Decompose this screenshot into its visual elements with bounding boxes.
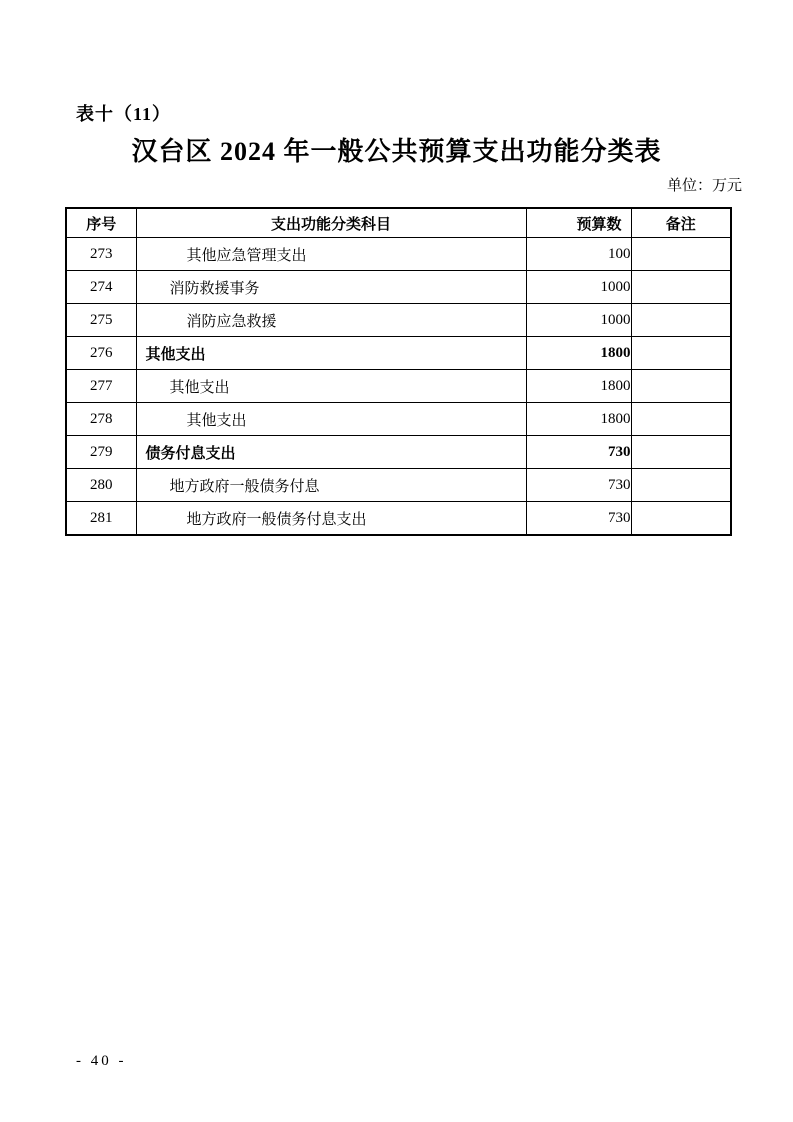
row-subject: 其他支出 [136, 370, 526, 403]
table-row [66, 238, 731, 271]
row-remark [631, 271, 731, 304]
row-seq: 276 [66, 337, 136, 370]
row-remark [631, 403, 731, 436]
row-subject: 其他应急管理支出 [136, 238, 526, 271]
row-remark [631, 469, 731, 502]
table-row [66, 271, 731, 304]
row-seq: 279 [66, 436, 136, 469]
row-seq: 277 [66, 370, 136, 403]
unit-note: 单位：万元 [666, 178, 742, 194]
column-header-remark: 备注 [631, 208, 731, 238]
table-row [66, 436, 731, 469]
row-seq: 274 [66, 271, 136, 304]
table-row [66, 370, 731, 403]
row-remark [631, 370, 731, 403]
table-row [66, 502, 731, 536]
row-subject: 其他支出 [136, 337, 526, 370]
row-remark [631, 337, 731, 370]
column-header-subject: 支出功能分类科目 [136, 208, 526, 238]
table-header-row [66, 208, 731, 238]
row-subject: 消防应急救援 [136, 304, 526, 337]
row-remark [631, 304, 731, 337]
row-subject: 消防救援事务 [136, 271, 526, 304]
page-number: - 40 - [76, 1053, 127, 1069]
row-subject: 其他支出 [136, 403, 526, 436]
row-remark [631, 238, 731, 271]
column-header-budget: 预算数 [526, 208, 631, 238]
row-budget: 730 [526, 502, 631, 536]
page-title: 汉台区 2024 年一般公共预算支出功能分类表 [131, 137, 662, 166]
row-budget: 100 [526, 238, 631, 271]
row-budget: 1800 [526, 337, 631, 370]
column-header-seq: 序号 [66, 208, 136, 238]
row-seq: 280 [66, 469, 136, 502]
row-seq: 281 [66, 502, 136, 536]
table-row [66, 469, 731, 502]
row-remark [631, 502, 731, 536]
row-budget: 1800 [526, 403, 631, 436]
row-seq: 273 [66, 238, 136, 271]
row-budget: 1000 [526, 304, 631, 337]
row-budget: 730 [526, 436, 631, 469]
row-budget: 730 [526, 469, 631, 502]
row-remark [631, 436, 731, 469]
row-subject: 债务付息支出 [136, 436, 526, 469]
row-budget: 1000 [526, 271, 631, 304]
table-row [66, 337, 731, 370]
row-budget: 1800 [526, 370, 631, 403]
row-subject: 地方政府一般债务付息 [136, 469, 526, 502]
table-label: 表十（11） [76, 104, 172, 124]
row-seq: 275 [66, 304, 136, 337]
table-row [66, 304, 731, 337]
row-seq: 278 [66, 403, 136, 436]
row-subject: 地方政府一般债务付息支出 [136, 502, 526, 536]
budget-table [65, 207, 732, 536]
table-row [66, 403, 731, 436]
